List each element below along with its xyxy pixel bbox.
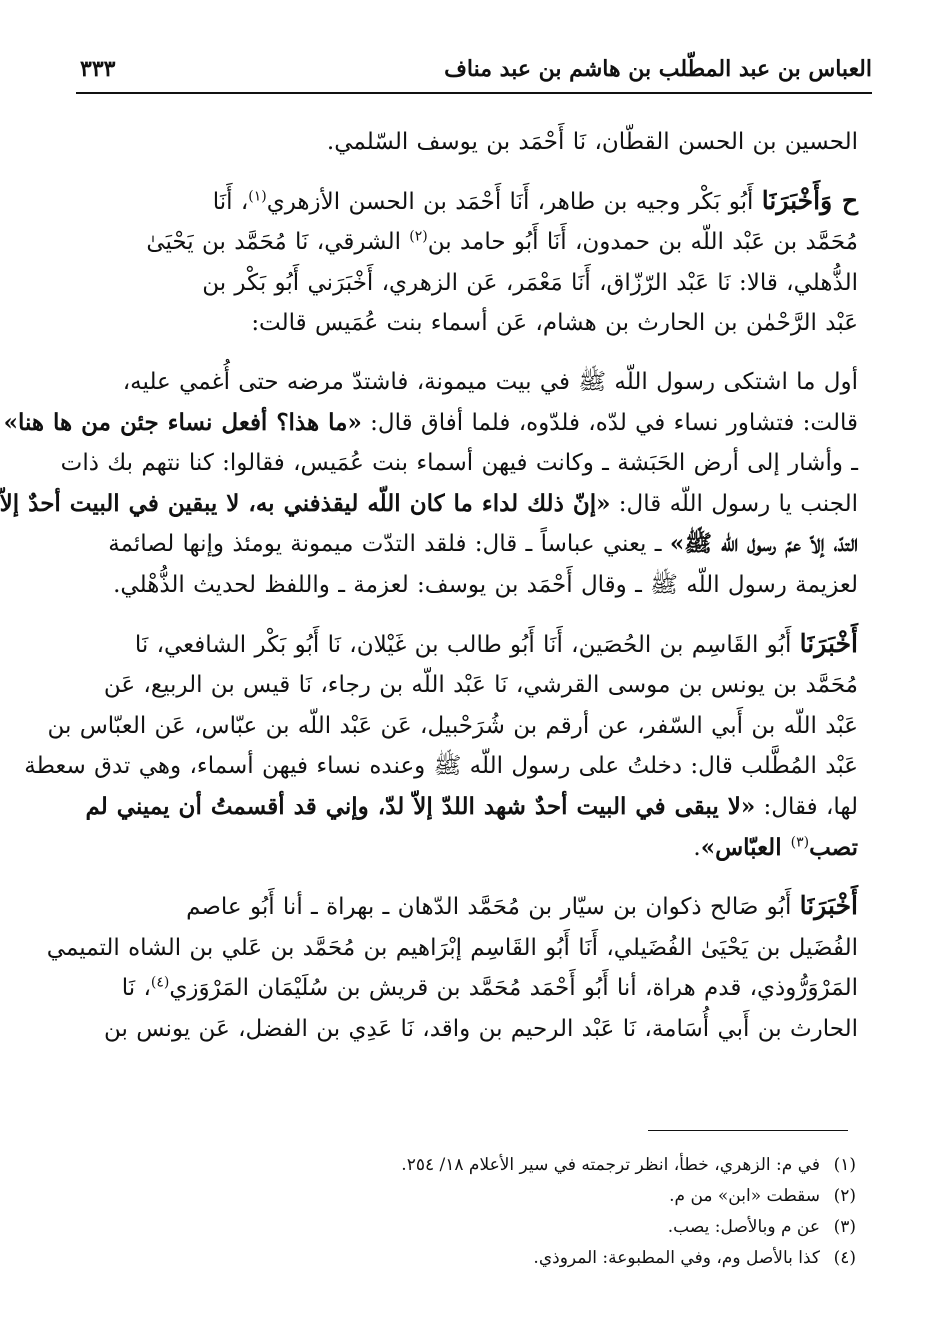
footnote xyxy=(96,1243,856,1274)
text-line xyxy=(78,524,858,565)
footnote-text: كذا بالأصل وم، وفي المطبوعة: المروذي. xyxy=(533,1248,820,1268)
text-span: ـ يعني عباساً ـ قال: فلقد التدّت ميمونة يومئذ وإنها لصائمة xyxy=(108,531,670,558)
paragraph-1 xyxy=(78,122,858,163)
text-line xyxy=(78,787,858,828)
text-line: ـ وأشار إلى أرض الحَبَشة ـ وكانت فيهن أسماء بنت عُمَيس، فقالوا: كنا نتهم بك ذات xyxy=(60,450,858,477)
running-title: العباس بن عبد المطّلب بن هاشم بن عبد مناف xyxy=(444,56,872,82)
text-line xyxy=(3,403,858,444)
footnote-number: (٣) xyxy=(833,1217,856,1237)
text-line: عَبْد اللّه بن أَبي السّفر، عن أرقم بن شُرَحْبيل، عَن عَبْد اللّه بن عبّاس، عَن العبّاس بن xyxy=(47,712,858,739)
text-span: أَبُو بَكْر وجيه بن طاهر، أَنَا أَحْمَد بن الحسن الأزهري xyxy=(266,188,762,215)
footnote-ref[interactable]: (٣) xyxy=(790,833,810,850)
text-line: الفُضَيل بن يَحْيَىٰ الفُضَيلي، أَنَا أَبُو القَاسِم إبْرَاهيم بن مُحَمَّد بن عَلي بن الشاه التميمي xyxy=(46,934,858,961)
text-line xyxy=(78,624,858,666)
text-line xyxy=(78,828,858,869)
footnote-text: سقطت «ابن» من م. xyxy=(669,1186,820,1206)
text-line: أول ما اشتكى رسول اللّه ﷺ في بيت ميمونة، فاشتدّ مرضه حتى أُغمي عليه، xyxy=(122,368,858,395)
footnotes xyxy=(96,1150,856,1274)
paragraph-3 xyxy=(0,362,858,606)
footnote-number: (٤) xyxy=(833,1248,856,1268)
text-line: الحسين بن الحسن القطّان، نَا أَحْمَد بن يوسف السّلمي. xyxy=(326,129,858,155)
paragraph-2 xyxy=(78,181,858,344)
hadith-quote: «لا يبقى في البيت أحدٌ شهد اللدّ إلاّ لدّ، وإني قد أقسمتُ أن يميني لم xyxy=(85,792,756,820)
page-number: ٣٣٣ xyxy=(80,56,116,82)
hadith-quote: التدّ، إلاّ عمّ رسول اللّه ﷺ» xyxy=(669,530,858,558)
footnote-text: عن م وبالأصل: يصب. xyxy=(667,1217,820,1237)
footnote xyxy=(96,1181,856,1212)
hadith-quote: تصب xyxy=(809,833,858,861)
lead-word: أَخْبَرَنَا xyxy=(799,891,858,921)
hadith-quote: «إنّ ذلك لداء ما كان اللّه ليقذفني به، لا يبقين في البيت أحدٌ إلاّ xyxy=(0,489,611,517)
footnote xyxy=(96,1150,856,1181)
text-span: المَرْوَرُّوذي، قدم هراة، أنا أَبُو أَحْمَد مُحَمَّد بن قريش بن سُلَيْمَان المَرْوَزي xyxy=(169,975,858,1002)
footnote xyxy=(96,1212,856,1243)
page-header xyxy=(76,50,872,94)
text-line xyxy=(0,484,858,525)
footnote-number: (٢) xyxy=(833,1186,856,1206)
footnote-rule xyxy=(648,1130,848,1131)
footnote-ref[interactable]: (١) xyxy=(248,187,267,204)
paragraph-5 xyxy=(46,886,858,1049)
text-line: عَبْد الرَّحْمٰن بن الحارث بن هشام، عَن أسماء بنت عُمَيس قالت: xyxy=(251,310,858,337)
text-span: قالت: فتشاور نساء في لدّه، فلدّوه، فلما أفاق قال: xyxy=(361,409,858,436)
text-line xyxy=(78,181,858,223)
text-span: ، نَا xyxy=(121,975,151,1002)
text-span: أَبُو القَاسِم بن الحُصَين، أَنَا أَبُو طالب بن غَيْلان، نَا أَبُو بَكْر الشافعي، نَا xyxy=(134,631,800,658)
header-rule xyxy=(76,92,872,94)
text-span: . xyxy=(693,834,701,861)
text-line: الذُّهلي، قالا: نَا عَبْد الرّزّاق، أَنَا مَعْمَر، عَن الزهري، أَخْبَرَني أَبُو بَكْر بن xyxy=(202,269,858,296)
footnote-number: (١) xyxy=(833,1155,856,1175)
text-span: ، أَنَا xyxy=(212,188,249,215)
text-line xyxy=(78,222,858,263)
text-line: عَبْد المُطَّلب قال: دخلتُ على رسول اللّه ﷺ وعنده نساء فيهن أسماء، وهي تدق سعطة xyxy=(24,753,858,780)
hadith-quote: «ما هذا؟ أفعل نساء جئن من ها هنا» xyxy=(3,408,362,436)
main-text xyxy=(0,122,858,1067)
text-line: الحارث بن أَبي أُسَامة، نَا عَبْد الرحيم بن واقد، نَا عَدِي بن الفضل، عَن يونس بن xyxy=(104,1015,858,1042)
paragraph-4 xyxy=(24,624,858,869)
text-span: لها، فقال: xyxy=(755,793,858,820)
hadith-quote: العبّاس» xyxy=(700,833,791,861)
lead-word: أَخْبَرَنَا xyxy=(799,628,858,658)
text-span: الجنب يا رسول اللّه قال: xyxy=(610,490,858,517)
text-line: لعزيمة رسول اللّه ﷺ ـ وقال أَحْمَد بن يوسف: لعزمة ـ واللفظ لحديث الذُّهْلي. xyxy=(113,571,858,598)
text-line xyxy=(78,968,858,1009)
footnote-text: في م: الزهري، خطأ، انظر ترجمته في سير الأعلام ١٨/ ٢٥٤. xyxy=(401,1155,820,1175)
text-span: أَبُو صَالح ذكوان بن سيّار بن مُحَمَّد الدّهان ـ بهراة ـ أنا أَبُو عاصم xyxy=(186,894,800,921)
footnote-ref[interactable]: (٤) xyxy=(150,974,170,991)
footnote-ref[interactable]: (٢) xyxy=(409,228,428,245)
text-span: الشرقي، نَا مُحَمَّد بن يَحْيَىٰ xyxy=(146,229,410,256)
lead-word: ح وَأَخْبَرَنَا xyxy=(761,185,858,215)
text-line xyxy=(78,886,858,928)
text-span: مُحَمَّد بن عَبْد اللّه بن حمدون، أَنَا أَبُو حامد بن xyxy=(427,229,858,256)
text-line: مُحَمَّد بن يونس بن موسى القرشي، نَا عَبْد اللّه بن رجاء، نَا قيس بن الربيع، عَن xyxy=(103,672,858,699)
